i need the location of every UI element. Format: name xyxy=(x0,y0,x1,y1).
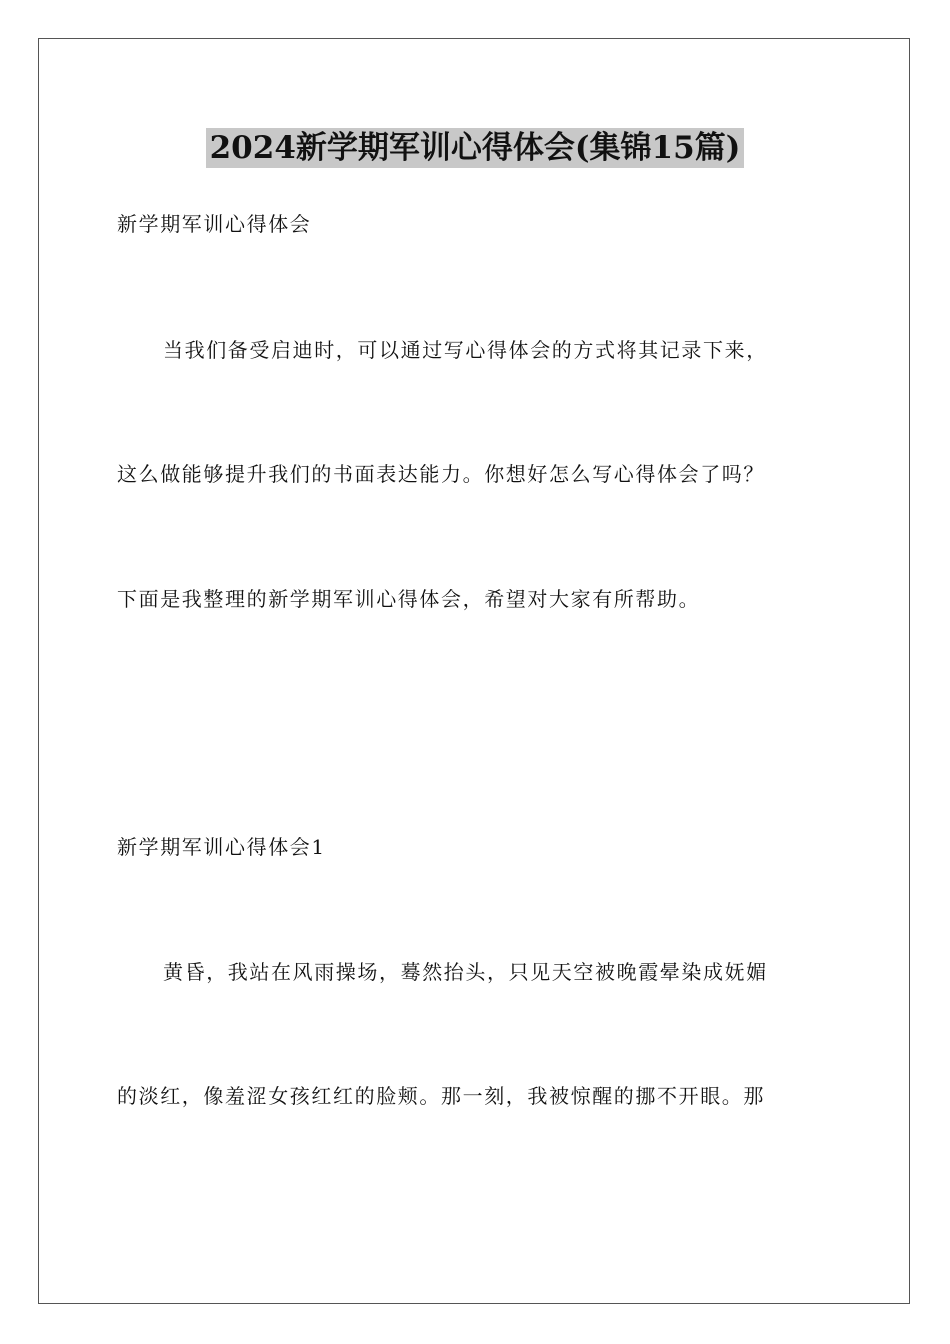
paragraph-line: 黄昏，我站在风雨操场，蓦然抬头，只见天空被晚霞晕染成妩媚 xyxy=(163,960,768,984)
document-title: 2024新学期军训心得体会(集锦15篇) xyxy=(206,128,745,168)
title-container xyxy=(0,128,950,168)
paragraph-line: 下面是我整理的新学期军训心得体会，希望对大家有所帮助。 xyxy=(117,587,701,611)
paragraph-line: 的淡红，像羞涩女孩红红的脸颊。那一刻，我被惊醒的挪不开眼。那 xyxy=(117,1084,765,1108)
section-heading-intro: 新学期军训心得体会 xyxy=(117,212,312,236)
paragraph-line: 当我们备受启迪时，可以通过写心得体会的方式将其记录下来， xyxy=(163,338,768,362)
paragraph-line: 这么做能够提升我们的书面表达能力。你想好怎么写心得体会了吗？ xyxy=(117,462,765,486)
section-heading-1: 新学期军训心得体会1 xyxy=(117,835,326,859)
